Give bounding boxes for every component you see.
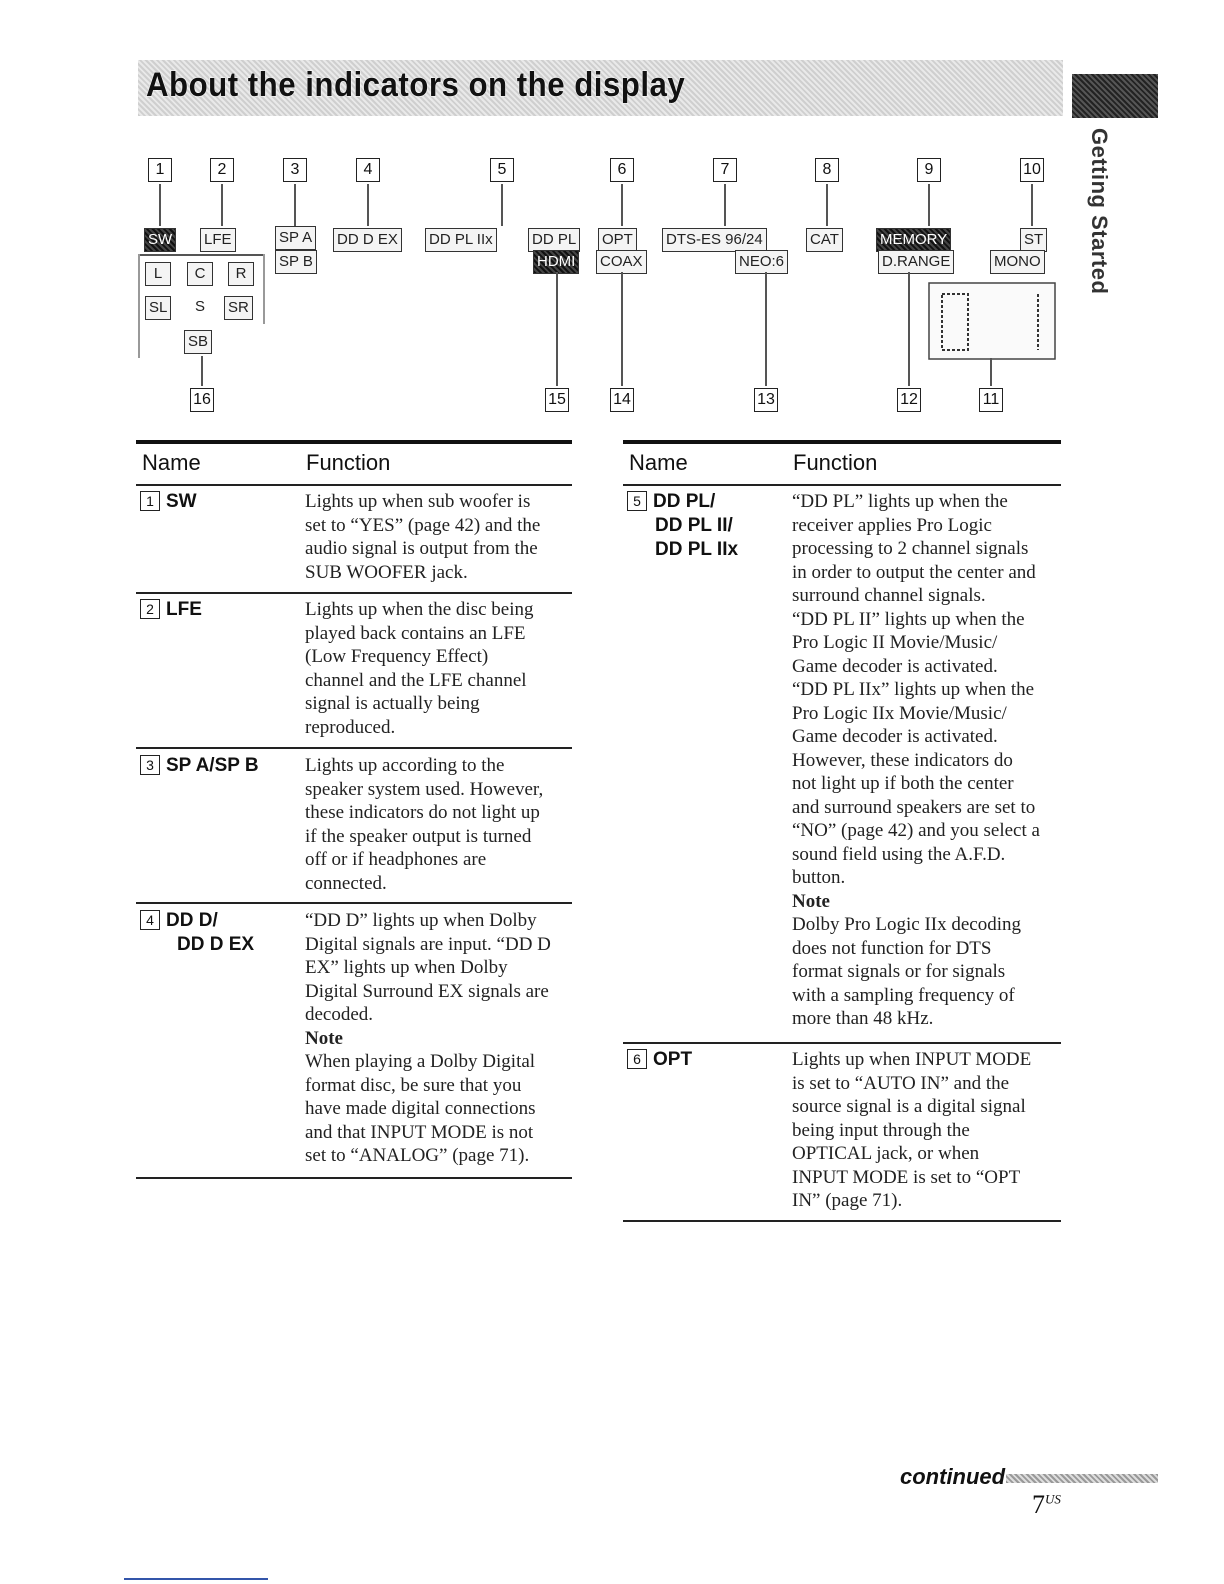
page-number: $7^{US}$ bbox=[1032, 1490, 1061, 1519]
indicator-dd-d-ex: DD D EX bbox=[333, 228, 402, 252]
row-function: Lights up when sub woofer is set to “YES” (page 42) and the audio signal is output from the SUB WOOFER jack. bbox=[305, 491, 541, 583]
callout-number: 6 bbox=[610, 158, 634, 182]
bottom-rule bbox=[124, 1578, 268, 1580]
callout-number: 9 bbox=[917, 158, 941, 182]
indicator-neo6: NEO:6 bbox=[735, 250, 788, 274]
column-header-function: Function bbox=[793, 450, 878, 475]
row-function: Lights up when the disc being played back contains an LFE (Low Frequency Effect) channel and the LFE channel signal is actually being reproduced. bbox=[305, 599, 534, 738]
column-header-name: Name bbox=[629, 450, 688, 475]
indicator-sp-b: SP B bbox=[275, 250, 317, 274]
table-top-rule bbox=[136, 440, 572, 444]
indicator-sw: SW bbox=[144, 228, 176, 252]
row-name: 6 OPT bbox=[627, 1048, 692, 1072]
indicator-memory: MEMORY bbox=[876, 228, 951, 252]
callout-number: 10 bbox=[1020, 158, 1044, 182]
indicator-sb: SB bbox=[184, 330, 212, 354]
display-diagram bbox=[0, 0, 1224, 440]
indicator-opt: OPT bbox=[598, 228, 637, 252]
callout-number: 15 bbox=[545, 388, 569, 412]
indicator-s: S bbox=[195, 298, 206, 315]
callout-number: 13 bbox=[754, 388, 778, 412]
indicator-sl: SL bbox=[145, 296, 171, 320]
row-name: 3 SP A/SP B bbox=[140, 754, 259, 778]
indicator-l: L bbox=[145, 262, 171, 286]
callout-number: 12 bbox=[897, 388, 921, 412]
callout-number: 4 bbox=[356, 158, 380, 182]
indicator-d-range: D.RANGE bbox=[878, 250, 954, 274]
indicator-mono: MONO bbox=[990, 250, 1045, 274]
indicator-r: R bbox=[228, 262, 254, 286]
row-function: “DD PL” lights up when the receiver applies Pro Logic processing to 2 channel signals in order to output the center and surround channel signals. “DD PL II” lights up when the Pro Logic II Movie/Music/ Game decoder is activated. “DD PL IIx” lights up when the Pro Logic IIx Movie/Music/ Game decoder is activated. However, these indicators do not light up if both the center and surround speakers are set to “NO” (page 42) and you select a sound field using the A.F.D. button. Note Dolby Pro Logic IIx decoding does not function for DTS format signals or for signals with a sampling frequency of more than 48 kHz. bbox=[792, 491, 1040, 1029]
indicator-st: ST bbox=[1020, 228, 1047, 252]
indicator-dts: DTS-ES 96/24 bbox=[662, 228, 767, 252]
column-header-name: Name bbox=[142, 450, 201, 475]
indicator-dd-pl: DD PL bbox=[528, 228, 580, 252]
callout-number: 3 bbox=[283, 158, 307, 182]
row-function: Lights up according to the speaker system used. However, these indicators do not light up if the speaker output is turned off or if headphones are connected. bbox=[305, 755, 544, 894]
row-name: 1 SW bbox=[140, 490, 197, 514]
section-side-tab: Getting Started bbox=[1087, 128, 1112, 295]
continued-bar bbox=[1006, 1474, 1158, 1483]
row-name: 5 DD PL/ DD PL II/ DD PL IIx bbox=[627, 490, 738, 562]
row-function: Lights up when INPUT MODE is set to “AUTO IN” and the source signal is a digital signal being input through the OPTICAL jack, or when INPUT MODE is set to “OPT IN” (page 71). bbox=[792, 1049, 1032, 1211]
indicator-sp-a: SP A bbox=[275, 226, 316, 250]
indicator-c: C bbox=[187, 262, 213, 286]
callout-number: 7 bbox=[713, 158, 737, 182]
row-function: “DD D” lights up when Dolby Digital signals are input. “DD D EX” lights up when Dolby Digital Surround EX signals are decoded. Note When playing a Dolby Digital format disc, be sure that you have made digital connections and that INPUT MODE is not set to “ANALOG” (page 71). bbox=[305, 910, 551, 1166]
callout-number: 16 bbox=[190, 388, 214, 412]
row-name: 4 DD D/ DD D EX bbox=[140, 909, 254, 957]
continued-label: continued bbox=[900, 1464, 1006, 1489]
column-header-function: Function bbox=[306, 450, 391, 475]
segment-display bbox=[928, 282, 1056, 360]
callout-number: 11 bbox=[979, 388, 1003, 412]
page-title: About the indicators on the display bbox=[146, 66, 686, 104]
indicator-dd-pl-iix: DD PL IIx bbox=[425, 228, 497, 252]
callout-number: 14 bbox=[610, 388, 634, 412]
table-top-rule bbox=[623, 440, 1061, 444]
indicator-hdmi: HDMI bbox=[533, 250, 579, 274]
callout-number: 5 bbox=[490, 158, 514, 182]
indicator-sr: SR bbox=[224, 296, 253, 320]
indicator-coax: COAX bbox=[596, 250, 647, 274]
row-name: 2 LFE bbox=[140, 598, 202, 622]
callout-number: 8 bbox=[815, 158, 839, 182]
callout-number: 1 bbox=[148, 158, 172, 182]
callout-number: 2 bbox=[210, 158, 234, 182]
indicator-lfe: LFE bbox=[200, 228, 236, 252]
indicator-cat: CAT bbox=[806, 228, 843, 252]
